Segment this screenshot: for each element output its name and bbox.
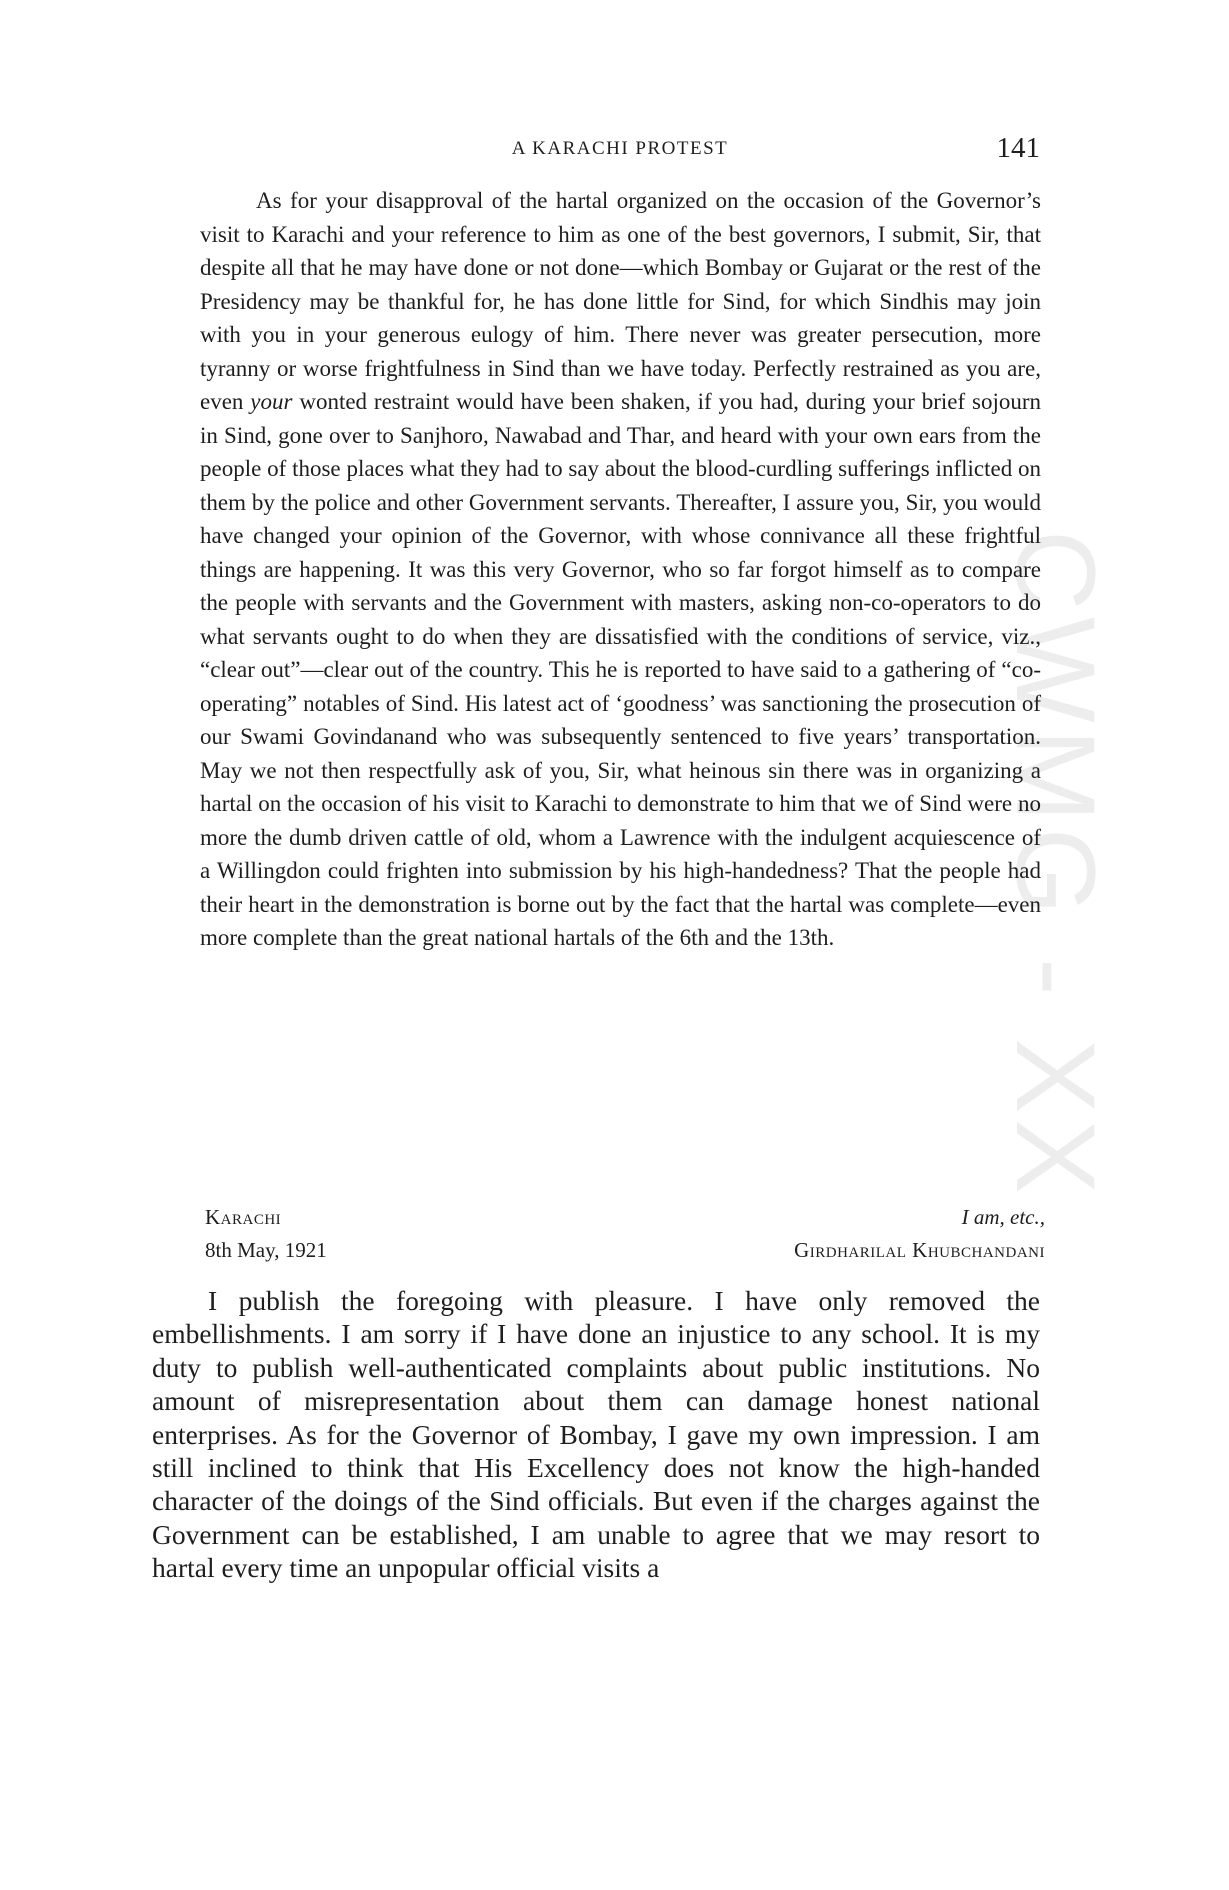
page-number: 141 (996, 132, 1040, 164)
letter-text-part-2: wonted restraint would have been shaken, if you had, during your brief sojourn in Sind, gone over to Sanjhoro, Nawabad and Thar, and heard with your own ears from the people of those places what they had to say about the blood-curdling sufferings inflicted on them by the police and other Government servants. Thereafter, I assure you, Sir, you would have changed your opinion of the Governor, with whose connivance all these frightful things are happening. It was this very Governor, who so far forgot himself as to compare the people with servants and the Government with masters, asking non-co-operators to do what servants ought to do when they are dissatisfied with the conditions of service, viz., “clear out”—clear out of the country. This he is reported to have said to a gathering of “co-operating” notables of Sind. His latest act of ‘goodness’ was sanctioning the prosecution of our Swami Govindanand who was subsequently sentenced to five years’ transportation. May we not then respectfully ask of you, Sir, what heinous sin there was in organizing a hartal on the occasion of his visit to Karachi to demonstrate to him that we of Sind were no more the dumb driven cattle of old, whom a Lawrence with the indulgent acquiescence of a Willingdon could frighten into submission by his high-handedness? That the people had their heart in the demonstration is borne out by the fact that the hartal was complete—even more complete than the great national hartals of the 6th and the 13th. (200, 389, 1041, 950)
editor-comment-paragraph: I publish the foregoing with pleasure. I have only removed the embellishments. I am sorry if I have done an injustice to any school. It is my duty to publish well-authenticated complaints about public institutions. No amount of misrepresentation about them can damage honest national enterprises. As for the Governor of Bombay, I gave my own impression. I am still inclined to think that His Excellency does not know the high-handed character of the doings of the Sind officials. But even if the charges against the Government can be established, I am unable to agree that we may resort to hartal every time an unpopular official visits a (152, 1285, 1040, 1584)
letter-paragraph (200, 184, 1041, 955)
signoff-row-2 (205, 1234, 1045, 1267)
running-title: A KARACHI PROTEST (511, 138, 729, 159)
watermark: CWMG - XX (993, 530, 1118, 1200)
signoff-signatory: Girdharilal Khubchandani (794, 1238, 1045, 1262)
signoff-closing: I am, etc., (961, 1205, 1045, 1229)
signoff-place: Karachi (205, 1205, 282, 1229)
running-head (200, 132, 1040, 172)
letter-italic-word: your (250, 389, 293, 414)
signoff-row-1 (205, 1201, 1045, 1234)
letter-text-part-1: As for your disapproval of the hartal organized on the occasion of the Governor’s visit to Karachi and your reference to him as one of the best governors, I submit, Sir, that despite all that he may have done or not done—which Bombay or Gujarat or the rest of the Presidency may be thankful for, he has done little for Sind, for which Sindhis may join with you in your generous eulogy of him. There never was greater persecution, more tyranny or worse frightfulness in Sind than we have today. Perfectly restrained as you are, even (200, 188, 1041, 414)
letter-signoff (205, 1201, 1045, 1267)
signoff-date: 8th May, 1921 (205, 1238, 327, 1262)
